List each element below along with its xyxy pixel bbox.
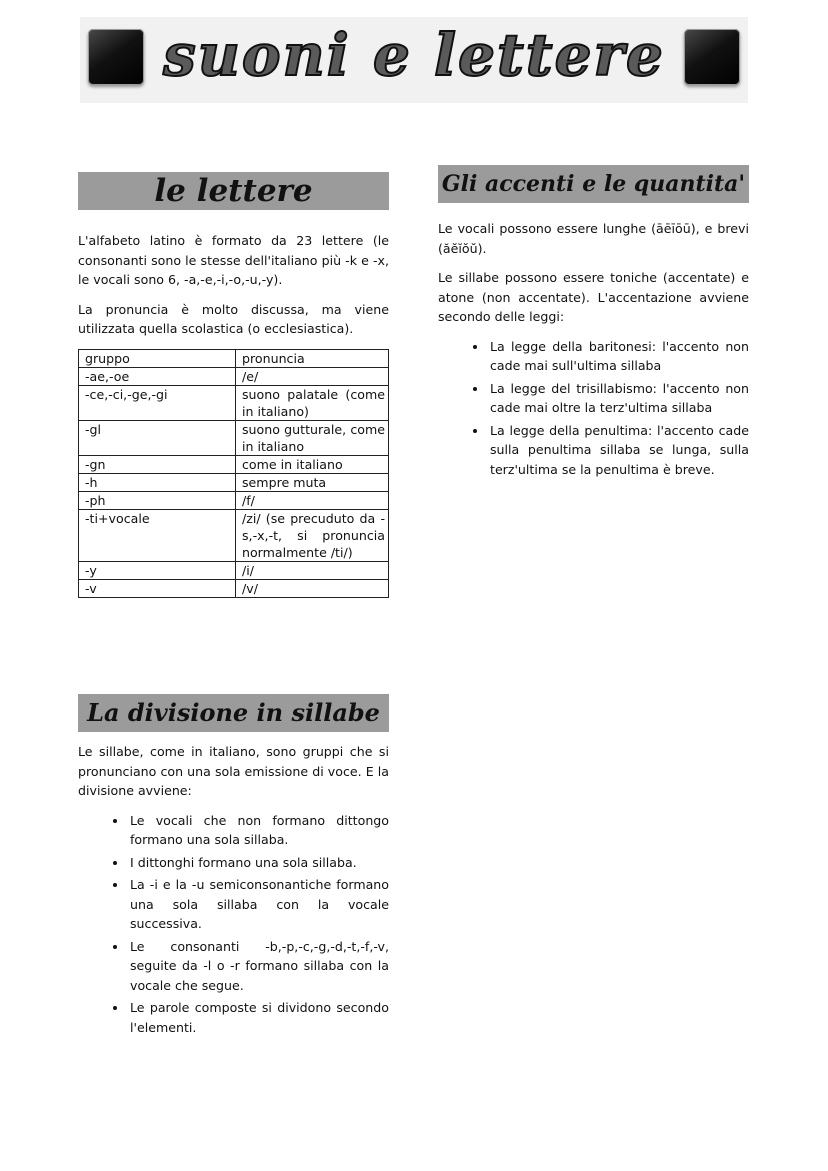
list-item: • La legge della penultima: l'accento cade sulla penultima sillaba se lunga, sulla terz'ultima se la penultima è breve. — [488, 421, 749, 480]
title-banner — [80, 17, 748, 103]
sillabe-list — [78, 811, 389, 1038]
table-cell-gruppo: -v — [79, 579, 236, 597]
table-header-pronuncia: pronuncia — [236, 349, 389, 367]
table-row — [79, 420, 389, 455]
table-cell-gruppo: -gn — [79, 455, 236, 473]
table-row — [79, 509, 389, 561]
list-item: • La -i e la -u semiconsonantiche formano una sola sillaba con la vocale successiva. — [128, 875, 389, 934]
table-cell-pronuncia: /i/ — [236, 561, 389, 579]
section-title-sillabe: La divisione in sillabe — [78, 694, 389, 732]
table-cell-pronuncia: suono gutturale, come in italiano — [236, 420, 389, 455]
sillabe-intro: Le sillabe, come in italiano, sono gruppi che si pronunciano con una sola emissione di voce. E la divisione avviene: — [78, 744, 389, 798]
table-header-gruppo: gruppo — [79, 349, 236, 367]
table-cell-pronuncia: /e/ — [236, 367, 389, 385]
section-accenti — [438, 165, 749, 482]
list-item: • I dittonghi formano una sola sillaba. — [128, 853, 389, 873]
accenti-paragraph-1: Le vocali possono essere lunghe (āēīōū), e brevi (ăĕĭŏŭ). — [438, 221, 749, 256]
table-cell-gruppo: -gl — [79, 420, 236, 455]
table-cell-gruppo: -ae,-oe — [79, 367, 236, 385]
table-row — [79, 385, 389, 420]
table-cell-pronuncia: /v/ — [236, 579, 389, 597]
list-item: • La legge del trisillabismo: l'accento non cade mai oltre la terz'ultima sillaba — [488, 379, 749, 418]
list-item: • La legge della baritonesi: l'accento non cade mai sull'ultima sillaba — [488, 337, 749, 376]
table-header-row — [79, 349, 389, 367]
section-sillabe — [78, 694, 389, 1040]
table-cell-gruppo: -h — [79, 473, 236, 491]
table-row — [79, 491, 389, 509]
table-row — [79, 561, 389, 579]
table-cell-gruppo: -ti+vocale — [79, 509, 236, 561]
section-title-lettere: le lettere — [78, 172, 389, 210]
table-cell-pronuncia: sempre muta — [236, 473, 389, 491]
table-cell-gruppo: -y — [79, 561, 236, 579]
table-row — [79, 367, 389, 385]
page-title: suoni e lettere — [163, 21, 665, 89]
lettere-paragraph-1: L'alfabeto latino è formato da 23 lettere (le consonanti sono le stesse dell'italiano più -k e -x, le vocali sono 6, -a,-e,-i,-o,-u,-y). — [78, 233, 389, 287]
table-cell-pronuncia: suono palatale (come in italiano) — [236, 385, 389, 420]
lettere-paragraph-2: La pronuncia è molto discussa, ma viene utilizzata quella scolastica (o ecclesiastica). — [78, 301, 389, 336]
list-item: • Le parole composte si dividono secondo l'elementi. — [128, 998, 389, 1037]
black-square-icon — [684, 29, 740, 85]
accenti-paragraph-2: Le sillabe possono essere toniche (accentate) e atone (non accentate). L'accentazione avviene secondo delle leggi: — [438, 270, 749, 324]
table-cell-gruppo: -ph — [79, 491, 236, 509]
table-row — [79, 455, 389, 473]
list-item: • Le consonanti -b,-p,-c,-g,-d,-t,-f,-v, seguite da -l o -r formano sillaba con la vocale che segue. — [128, 937, 389, 996]
section-lettere — [78, 172, 389, 598]
table-row — [79, 473, 389, 491]
table-cell-pronuncia: come in italiano — [236, 455, 389, 473]
pronuncia-table — [78, 349, 389, 598]
table-cell-pronuncia: /f/ — [236, 491, 389, 509]
table-row — [79, 579, 389, 597]
section-title-accenti: Gli accenti e le quantita' — [438, 165, 749, 203]
black-square-icon — [88, 29, 144, 85]
list-item: • Le vocali che non formano dittongo formano una sola sillaba. — [128, 811, 389, 850]
table-cell-gruppo: -ce,-ci,-ge,-gi — [79, 385, 236, 420]
accenti-list — [438, 337, 749, 480]
table-cell-pronuncia: /zi/ (se precuduto da -s,-x,-t, si pronuncia normalmente /ti/) — [236, 509, 389, 561]
